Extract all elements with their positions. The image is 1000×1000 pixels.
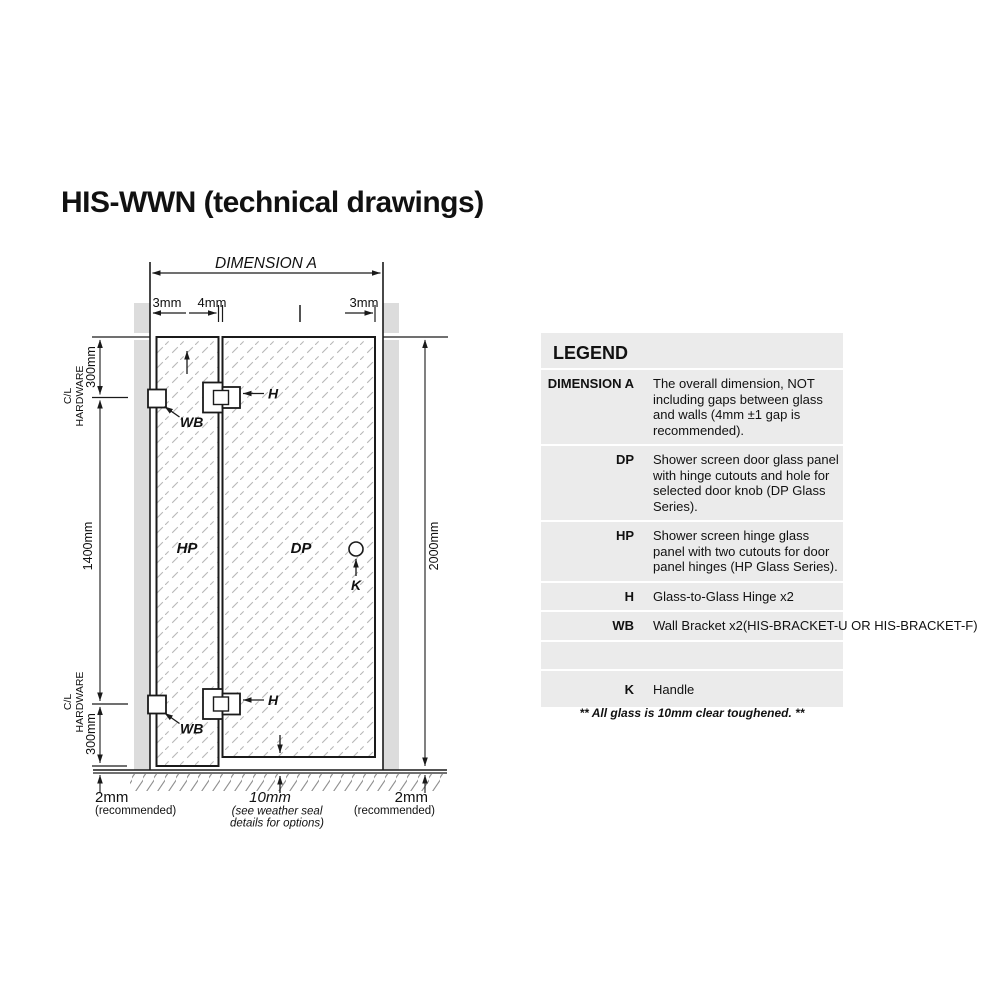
dim-300-bottom-label: 300mm	[84, 713, 98, 755]
gap-left-label: 3mm	[152, 295, 182, 310]
floor	[93, 770, 447, 791]
knob-label: K	[350, 577, 362, 593]
legend-term: H	[624, 588, 634, 604]
floor-gap-left-label: 2mm	[95, 789, 129, 806]
legend-row-k	[541, 669, 843, 708]
legend-panel	[541, 333, 978, 707]
legend-term: HP	[615, 528, 634, 543]
cl-hardware-bottom-line2: HARDWARE	[74, 671, 86, 733]
legend-description: The overall dimension, NOT including gaps between glass and walls (4mm ±1 gap is recommended).	[653, 376, 823, 438]
floor-gap-center-note1: (see weather seal	[231, 805, 323, 818]
legend-header: LEGEND	[541, 333, 843, 370]
gap-right-label: 3mm	[349, 295, 379, 310]
dim-300-top-label: 300mm	[84, 346, 98, 388]
legend-description: Wall Bracket x2(HIS-BRACKET-U OR HIS-BRACKET-F)	[653, 618, 978, 633]
hinge-top-notch	[214, 391, 229, 405]
dimension-a-label: DIMENSION A	[215, 255, 317, 272]
legend-term: WB	[612, 618, 634, 633]
wall-bracket-bottom	[148, 696, 166, 714]
legend-row-hp	[541, 520, 843, 581]
legend-term: DIMENSION A	[547, 376, 634, 391]
legend-term: DP	[615, 452, 634, 467]
legend-description: Handle	[653, 681, 695, 697]
hinge-top-label: H	[268, 385, 279, 402]
legend-row-empty	[541, 640, 843, 669]
legend-row-h	[541, 581, 843, 611]
legend-description: Shower screen hinge glass panel with two cutouts for door panel hinges (HP Glass Series).	[653, 528, 838, 574]
top-gap-dimensions	[153, 305, 375, 322]
page-title: HIS-WWN (technical drawings)	[61, 186, 484, 219]
door-panel-label: DP	[290, 540, 312, 557]
dim-1400-label: 1400mm	[81, 521, 95, 571]
hinge-bottom-label: H	[268, 692, 279, 708]
right-wall	[383, 303, 399, 770]
floor-gap-right-label: 2mm	[394, 789, 428, 806]
legend-row-dimension-a	[541, 370, 843, 444]
floor-gap-center-label: 10mm	[249, 789, 291, 806]
bracket-top-label: WB	[180, 414, 204, 430]
legend-row-dp	[541, 444, 843, 520]
gap-mid-label: 4mm	[197, 295, 227, 310]
legend-description: Shower screen door glass panel with hinge cutouts and hole for selected door knob (DP Glass Series).	[653, 452, 839, 514]
floor-gap-left-note: (recommended)	[95, 805, 177, 817]
floor-gap-right-note: (recommended)	[353, 805, 435, 817]
legend-row-wb	[541, 610, 978, 640]
dim-2000-label: 2000mm	[427, 521, 441, 571]
cl-hardware-top-line1: C/L	[62, 387, 74, 405]
cl-hardware-bottom-line1: C/L	[62, 693, 74, 711]
legend-description: Glass-to-Glass Hinge x2	[653, 588, 794, 604]
glass-footnote: ** All glass is 10mm clear toughened. **	[579, 706, 805, 720]
bracket-bottom-label: WB	[180, 720, 204, 737]
door-knob-circle	[349, 542, 363, 556]
cl-hardware-top-line2: HARDWARE	[74, 365, 86, 427]
floor-gap-center-note2: details for options)	[230, 817, 324, 830]
hinge-panel-label: HP	[176, 540, 198, 557]
wall-bracket-top	[148, 390, 166, 408]
legend-term: K	[624, 681, 634, 697]
hinge-bottom-notch	[214, 697, 229, 711]
